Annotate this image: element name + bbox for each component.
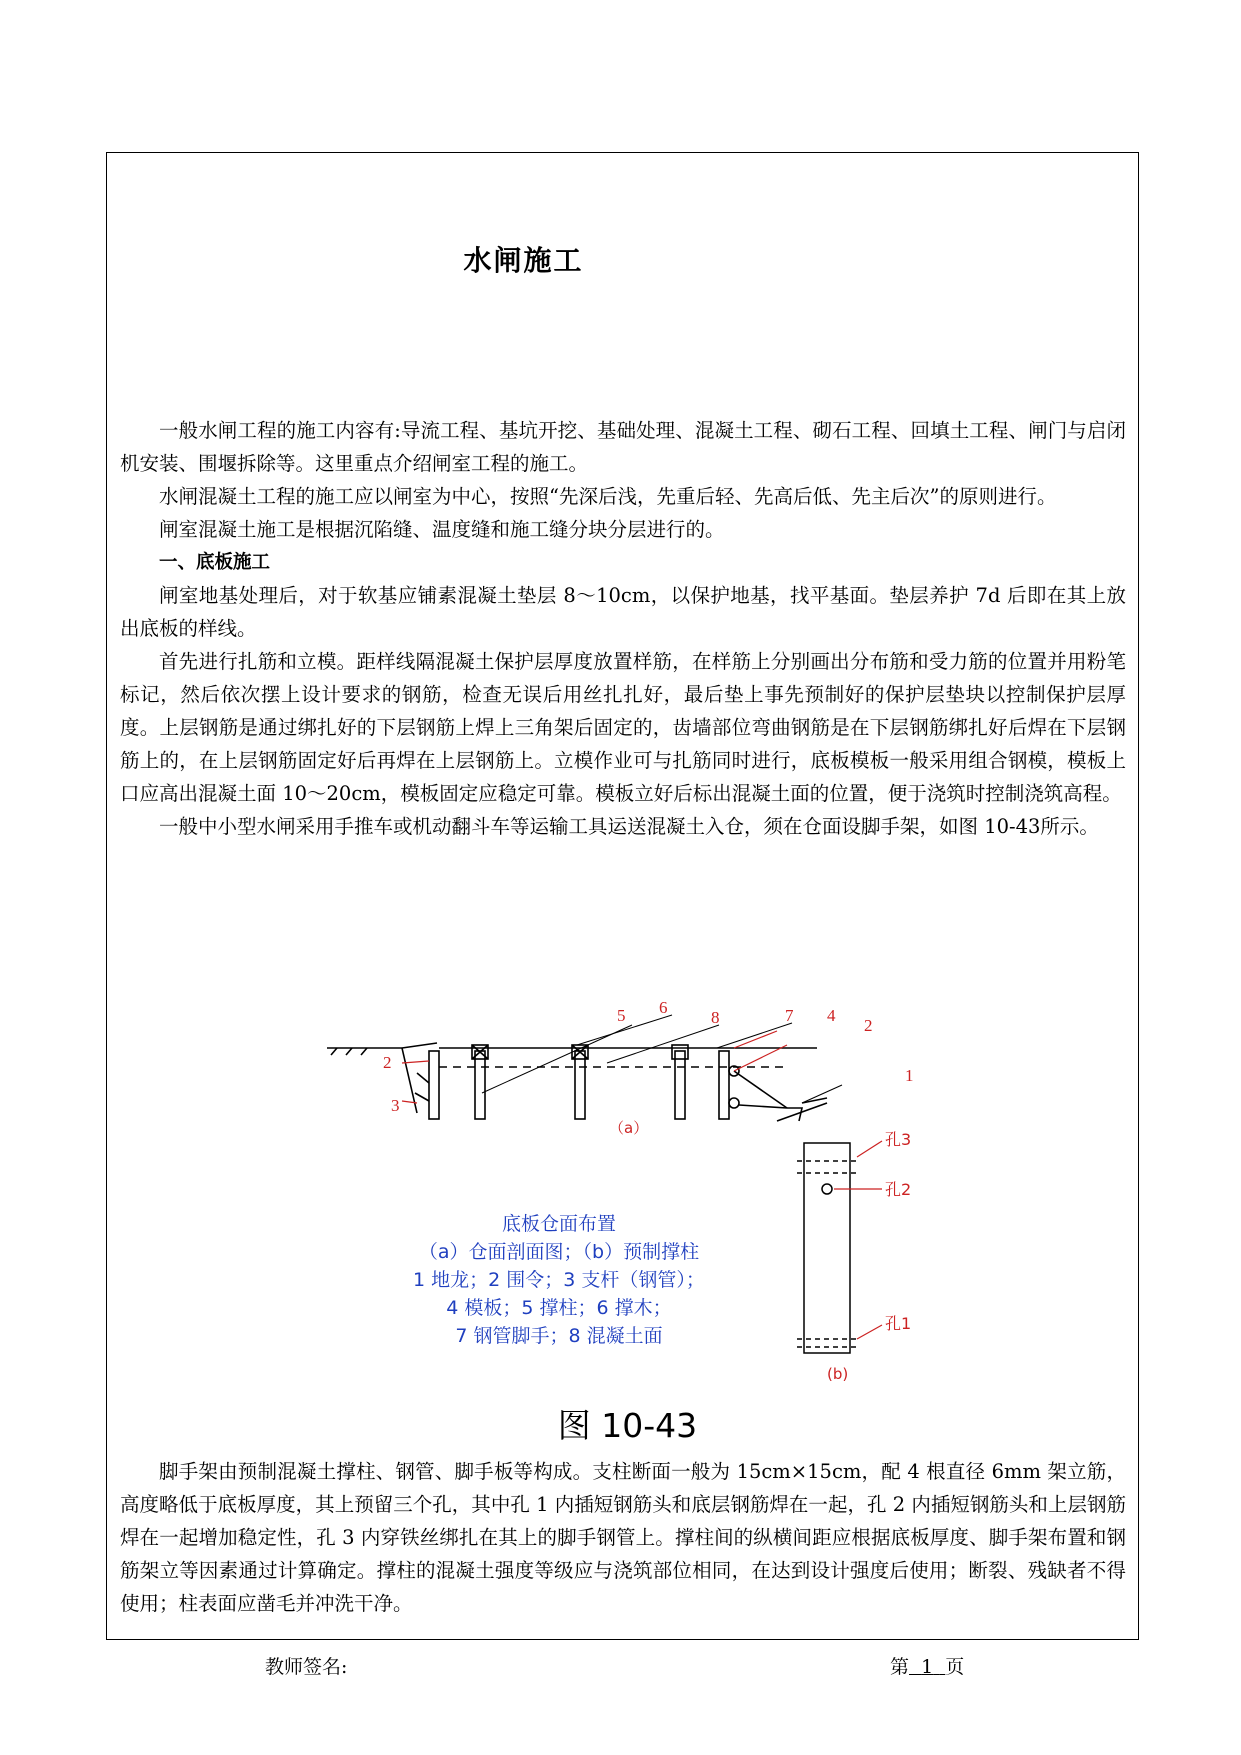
label-6: 6: [659, 998, 668, 1017]
document-frame: [106, 152, 1139, 1640]
page-number: [890, 1652, 964, 1679]
paragraph: 水闸混凝土工程的施工应以闸室为中心，按照“先深后浅，先重后轻、先高后低、先主后次”的原则进行。: [159, 485, 1057, 508]
section-drawing-a: [327, 1043, 827, 1121]
caption-a: （a）: [609, 1119, 649, 1137]
paragraph: 脚手架由预制混凝土撑柱、钢管、脚手板等构成。支柱断面一般为 15cm×15cm，配 4 根直径 6mm 架立筋，高度略低于底板厚度，其上预留三个孔，其中孔 1 内插短钢筋头和底层钢筋焊在一起，孔 2 内插短钢筋头和上层钢筋焊在一起增加稳定性，孔 3 内穿铁丝绑扎在其上的脚手钢管上。撑柱间的纵横间距应根据底板厚度、脚手架布置和钢筋架立等因素通过计算确定。撑柱的混凝土强度等级应与浇筑部位相同，在达到设计强度后使用；断裂、残缺者不得使用；柱表面应凿毛并冲洗干净。: [120, 1460, 1126, 1615]
page-prefix: 第: [890, 1656, 910, 1678]
paragraph: 一般水闸工程的施工内容有:导流工程、基坑开挖、基础处理、混凝土工程、砌石工程、回填土工程、闸门与启闭机安装、围堰拆除等。这里重点介绍闸室工程的施工。: [120, 419, 1126, 475]
paragraph: 一般中小型水闸采用手推车或机动翻斗车等运输工具运送混凝土入仓，须在仓面设脚手架，如图 10-43所示。: [159, 815, 1099, 838]
label-8: 8: [711, 1008, 720, 1027]
label-hole-3: 孔3: [885, 1130, 912, 1149]
label-hole-1: 孔1: [885, 1314, 912, 1333]
paragraph: 闸室混凝土施工是根据沉陷缝、温度缝和施工缝分块分层进行的。: [159, 518, 725, 541]
body-text-2: [120, 1455, 1126, 1620]
column-drawing-b: [797, 1143, 857, 1353]
figure-number: 图 10-43: [557, 1406, 698, 1445]
figure-legend: [413, 1213, 705, 1347]
legend-line: （a）仓面剖面图；（b）预制撑柱: [418, 1241, 700, 1263]
page-title: 水闸施工: [463, 244, 584, 277]
legend-line: 7 钢管脚手；8 混凝土面: [455, 1325, 663, 1347]
section-heading: 一、底板施工: [159, 552, 271, 573]
page-number-value: 1: [921, 1656, 934, 1678]
label-2-right: 2: [864, 1016, 873, 1035]
body-text: [120, 414, 1126, 843]
label-3: 3: [391, 1096, 400, 1115]
label-5: 5: [617, 1006, 626, 1025]
caption-b: (b): [827, 1365, 849, 1383]
teacher-signature-label: 教师签名:: [265, 1656, 348, 1678]
legend-line: 1 地龙；2 围令；3 支杆（钢管）；: [413, 1269, 705, 1291]
label-1: 1: [905, 1066, 914, 1085]
paragraph: 闸室地基处理后，对于软基应铺素混凝土垫层 8～10cm，以保护地基，找平基面。垫层养护 7d 后即在其上放出底板的样线。: [120, 584, 1126, 640]
label-7: 7: [785, 1006, 794, 1025]
label-4: 4: [827, 1006, 836, 1025]
figure-diagram: [307, 943, 1007, 1383]
label-2-left: 2: [383, 1053, 392, 1072]
legend-line: 4 模板；5 撑柱；6 撑木；: [446, 1297, 672, 1319]
page-suffix: 页: [945, 1656, 965, 1678]
paragraph: 首先进行扎筋和立模。距样线隔混凝土保护层厚度放置样筋，在样筋上分别画出分布筋和受力筋的位置并用粉笔标记，然后依次摆上设计要求的钢筋，检查无误后用丝扎扎好，最后垫上事先预制好的保护层垫块以控制保护层厚度。上层钢筋是通过绑扎好的下层钢筋上焊上三角架后固定的，齿墙部位弯曲钢筋是在下层钢筋绑扎好后焊在下层钢筋上的，在上层钢筋固定好后再焊在上层钢筋上。立模作业可与扎筋同时进行，底板模板一般采用组合钢模，模板上口应高出混凝土面 10～20cm，模板固定应稳定可靠。模板立好后标出混凝土面的位置，便于浇筑时控制浇筑高程。: [120, 650, 1126, 805]
label-hole-2: 孔2: [885, 1180, 912, 1199]
legend-line: 底板仓面布置: [501, 1213, 617, 1235]
